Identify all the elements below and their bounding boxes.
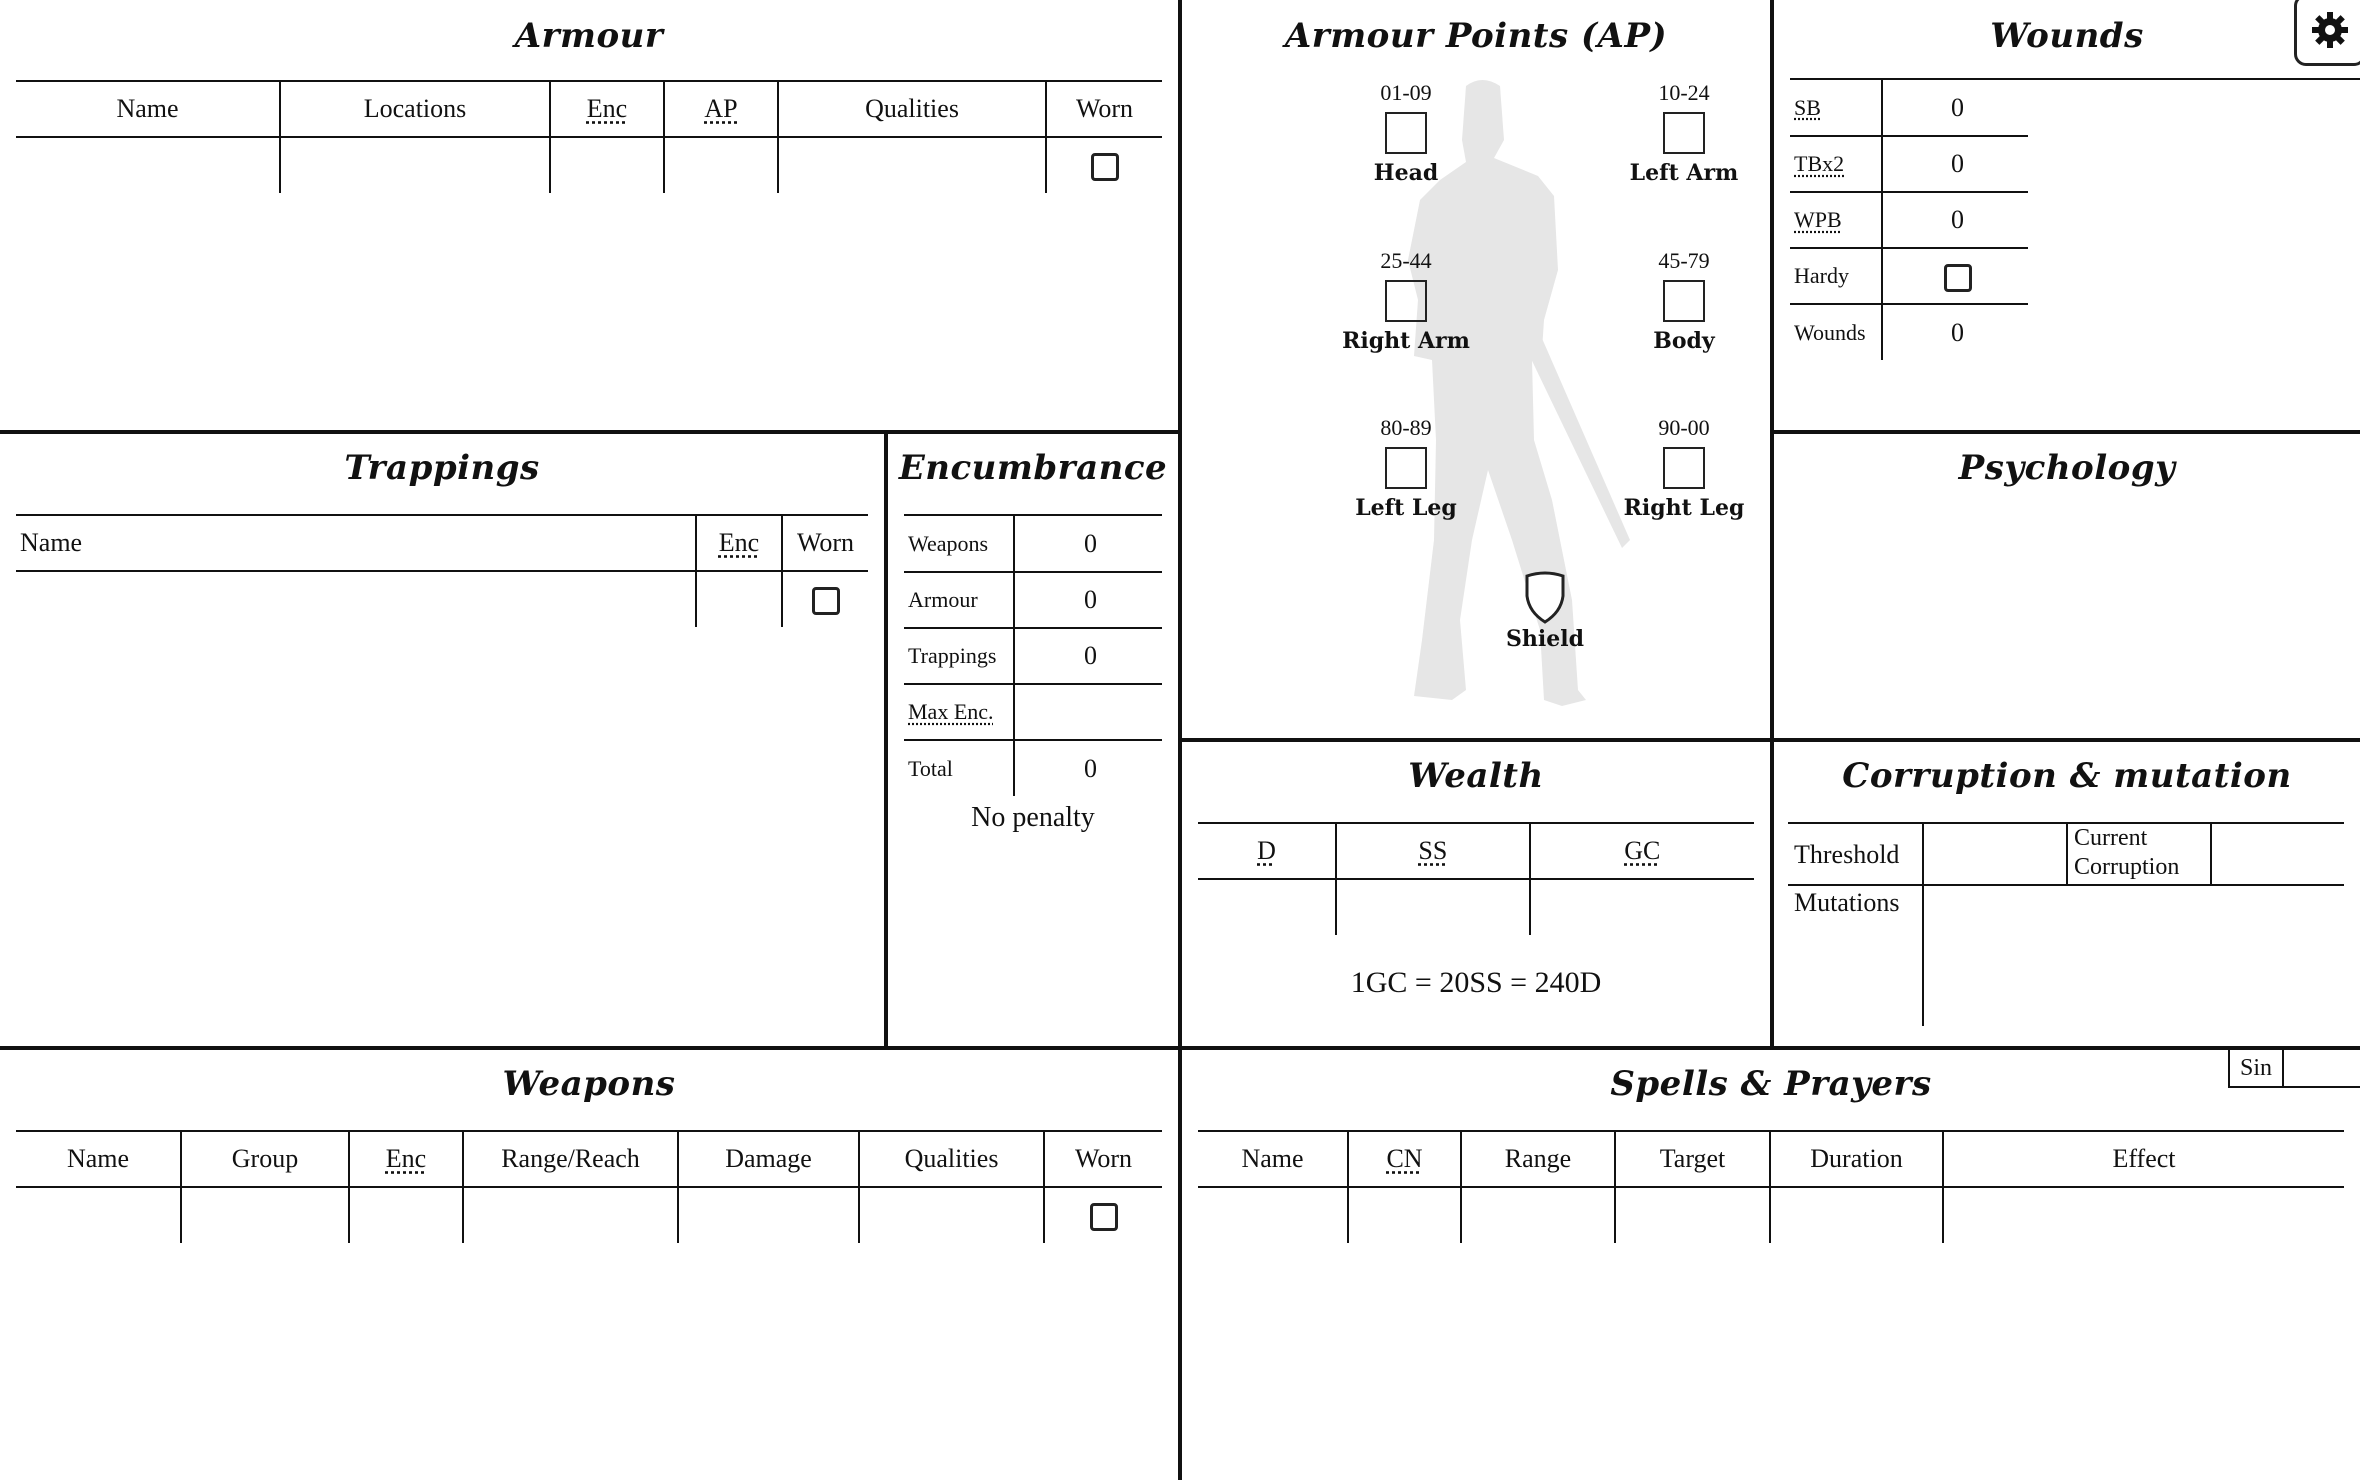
- armour-col-ap[interactable]: AP: [664, 81, 778, 137]
- mutations-input[interactable]: [1924, 886, 2344, 1026]
- armour-col-locations: Locations: [280, 81, 550, 137]
- spells-col-range: Range: [1461, 1131, 1615, 1187]
- weapons-title: Weapons: [502, 1064, 676, 1104]
- enc-total-value: 0: [1014, 740, 1162, 796]
- spells-cell-effect[interactable]: [1943, 1187, 2344, 1243]
- weapons-cell-damage[interactable]: [678, 1187, 859, 1243]
- ap-left-arm-input[interactable]: [1663, 112, 1705, 154]
- armour-col-enc[interactable]: Enc: [550, 81, 664, 137]
- enc-weapons-label: Weapons: [904, 516, 1014, 572]
- ap-slot-shield: Shield: [1475, 570, 1615, 652]
- enc-armour-value: 0: [1014, 572, 1162, 628]
- wounds-sb-label[interactable]: SB: [1794, 94, 1821, 120]
- divider-top-left: [0, 430, 1180, 434]
- armour-cell-qualities[interactable]: [778, 137, 1046, 193]
- wounds-tb-value: 0: [1882, 136, 2028, 192]
- spells-col-effect: Effect: [1943, 1131, 2344, 1187]
- sin-label: Sin: [2230, 1050, 2284, 1086]
- ap-head-input[interactable]: [1385, 112, 1427, 154]
- armour-title: Armour: [514, 16, 664, 56]
- weapons-table: [16, 1130, 1162, 1243]
- weapons-cell-range[interactable]: [463, 1187, 678, 1243]
- wealth-col-ss[interactable]: SS: [1336, 823, 1530, 879]
- weapons-cell-group[interactable]: [181, 1187, 349, 1243]
- gear-icon: [2310, 10, 2350, 50]
- enc-trappings-value: 0: [1014, 628, 1162, 684]
- ap-slot-right-arm: 25-44 Right Arm: [1342, 248, 1470, 354]
- weapons-cell-qualities[interactable]: [859, 1187, 1044, 1243]
- table-row: [1198, 1187, 2344, 1243]
- wounds-total-value: 0: [1882, 304, 2028, 360]
- enc-armour-label: Armour: [904, 572, 1014, 628]
- wealth-panel: [1182, 742, 1770, 1046]
- wealth-ss-input[interactable]: [1336, 879, 1530, 935]
- enc-max-label[interactable]: Max Enc.: [908, 699, 994, 724]
- armour-col-worn: Worn: [1046, 81, 1162, 137]
- weapons-col-worn: Worn: [1044, 1131, 1162, 1187]
- spells-panel: [1182, 1050, 2360, 1480]
- trappings-worn-checkbox[interactable]: [812, 587, 840, 615]
- trappings-col-name: Name: [16, 515, 696, 571]
- trappings-panel: [0, 434, 884, 1046]
- enc-total-label: Total: [908, 755, 953, 781]
- psychology-title: Psychology: [1958, 448, 2176, 488]
- ap-right-leg-input[interactable]: [1663, 447, 1705, 489]
- spells-col-target: Target: [1615, 1131, 1770, 1187]
- wealth-title: Wealth: [1408, 756, 1544, 796]
- spells-title: Spells & Prayers: [1610, 1064, 1932, 1104]
- ap-slot-right-leg: 90-00 Right Leg: [1623, 415, 1745, 521]
- encumbrance-panel: [888, 434, 1178, 1046]
- table-row: [1198, 879, 1754, 935]
- current-corruption-input[interactable]: [2212, 824, 2344, 884]
- threshold-input[interactable]: [1924, 824, 2066, 884]
- weapons-cell-name[interactable]: [16, 1187, 181, 1243]
- spells-cell-target[interactable]: [1615, 1187, 1770, 1243]
- divider-mid-right: [1178, 738, 2360, 742]
- wealth-conversion: 1GC = 20SS = 240D: [1350, 966, 1602, 999]
- weapons-col-damage: Damage: [678, 1131, 859, 1187]
- corruption-title: Corruption & mutation: [1842, 756, 2292, 796]
- spells-cell-range[interactable]: [1461, 1187, 1615, 1243]
- spells-cell-cn[interactable]: [1348, 1187, 1461, 1243]
- spells-col-duration: Duration: [1770, 1131, 1943, 1187]
- armour-cell-locations[interactable]: [280, 137, 550, 193]
- armour-panel: [0, 0, 1178, 430]
- armour-table: [16, 80, 1162, 193]
- settings-button[interactable]: [2294, 0, 2360, 66]
- shield-icon[interactable]: [1523, 570, 1567, 624]
- sin-box: [2228, 1050, 2360, 1088]
- wealth-gc-input[interactable]: [1530, 879, 1754, 935]
- armour-col-name: Name: [16, 81, 280, 137]
- wounds-title: Wounds: [1990, 16, 2144, 56]
- weapons-col-group: Group: [181, 1131, 349, 1187]
- mutations-label: Mutations: [1794, 888, 1900, 917]
- trappings-cell-enc[interactable]: [696, 571, 782, 627]
- wealth-d-input[interactable]: [1198, 879, 1336, 935]
- table-row: [16, 571, 868, 627]
- current-corruption-label: Current Corruption: [2074, 825, 2180, 880]
- divider-top-right: [1770, 430, 2360, 434]
- ap-slot-left-arm: 10-24 Left Arm: [1629, 80, 1739, 186]
- spells-col-cn[interactable]: CN: [1348, 1131, 1461, 1187]
- divider-trappings: [884, 430, 888, 1046]
- weapons-col-range: Range/Reach: [463, 1131, 678, 1187]
- armour-cell-enc[interactable]: [550, 137, 664, 193]
- wounds-table: [1790, 80, 2028, 360]
- hardy-checkbox[interactable]: [1944, 264, 1972, 292]
- trappings-col-enc[interactable]: Enc: [696, 515, 782, 571]
- divider-right: [1770, 0, 1774, 1046]
- trappings-col-worn: Worn: [782, 515, 868, 571]
- wealth-col-d[interactable]: D: [1198, 823, 1336, 879]
- corruption-panel: [1774, 742, 2360, 1046]
- armour-cell-name[interactable]: [16, 137, 280, 193]
- weapons-panel: [0, 1050, 1178, 1480]
- sin-input[interactable]: [2284, 1050, 2360, 1086]
- armour-col-qualities: Qualities: [778, 81, 1046, 137]
- weapons-col-enc[interactable]: Enc: [349, 1131, 463, 1187]
- armour-points-panel: [1182, 0, 1770, 738]
- enc-trappings-label: Trappings: [904, 628, 1014, 684]
- wounds-hardy-label: Hardy: [1790, 248, 1882, 304]
- encumbrance-table: [904, 516, 1162, 796]
- ap-right-arm-input[interactable]: [1385, 280, 1427, 322]
- ap-slot-body: 45-79 Body: [1653, 248, 1715, 354]
- trappings-table: [16, 514, 868, 627]
- enc-weapons-value: 0: [1014, 516, 1162, 572]
- wealth-col-gc[interactable]: GC: [1530, 823, 1754, 879]
- encumbrance-status: No penalty: [971, 802, 1095, 833]
- wounds-panel: [1774, 0, 2360, 430]
- divider-bottom: [0, 1046, 2360, 1050]
- enc-max-value: [1014, 684, 1162, 740]
- spells-col-name: Name: [1198, 1131, 1348, 1187]
- weapons-worn-checkbox[interactable]: [1090, 1203, 1118, 1231]
- psychology-panel: [1774, 434, 2360, 738]
- weapons-col-qualities: Qualities: [859, 1131, 1044, 1187]
- threshold-label: Threshold: [1794, 840, 1900, 869]
- table-row: [16, 137, 1162, 193]
- spells-cell-duration[interactable]: [1770, 1187, 1943, 1243]
- trappings-title: Trappings: [344, 448, 540, 488]
- ap-title: Armour Points (AP): [1284, 16, 1668, 56]
- wounds-tb-label[interactable]: TBx2: [1794, 151, 1845, 176]
- wounds-total-label: Wounds: [1794, 319, 1866, 345]
- trappings-cell-name[interactable]: [16, 571, 696, 627]
- weapons-cell-enc[interactable]: [349, 1187, 463, 1243]
- weapons-col-name: Name: [16, 1131, 181, 1187]
- ap-left-leg-input[interactable]: [1385, 447, 1427, 489]
- table-row: [16, 1187, 1162, 1243]
- spells-table: [1198, 1130, 2344, 1243]
- encumbrance-title: Encumbrance: [898, 448, 1168, 488]
- wounds-wpb-value: 0: [1882, 192, 2028, 248]
- wounds-wpb-label[interactable]: WPB: [1794, 207, 1842, 232]
- ap-body-input[interactable]: [1663, 280, 1705, 322]
- wealth-table: [1198, 822, 1754, 935]
- wounds-sb-value: 0: [1882, 80, 2028, 136]
- ap-slot-left-leg: 80-89 Left Leg: [1355, 415, 1457, 521]
- armour-cell-ap[interactable]: [664, 137, 778, 193]
- spells-cell-name[interactable]: [1198, 1187, 1348, 1243]
- armour-worn-checkbox[interactable]: [1091, 153, 1119, 181]
- ap-slot-head: 01-09 Head: [1373, 80, 1439, 186]
